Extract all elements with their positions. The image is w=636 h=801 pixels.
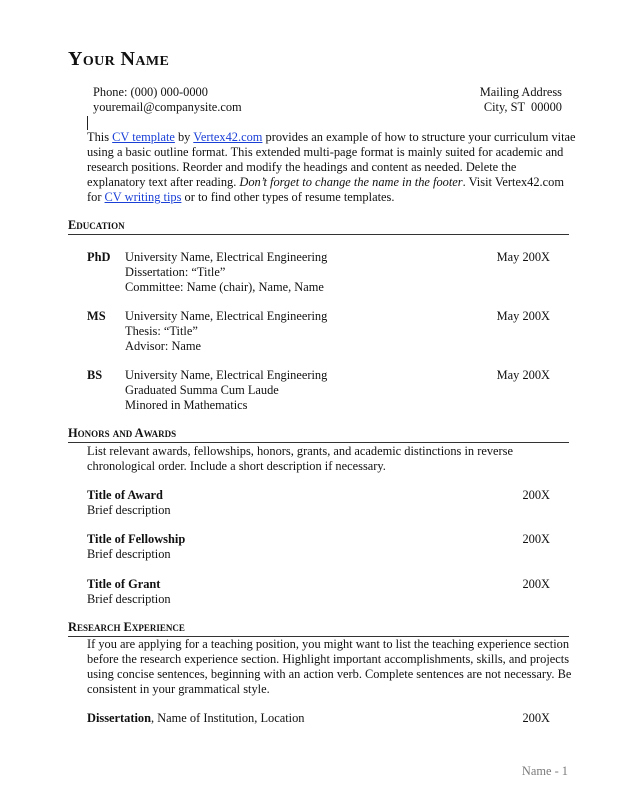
honor-description: Brief description [87,547,171,561]
research-dissertation-entry [87,711,550,726]
degree-details [125,309,327,354]
intro-text-1: This [87,130,113,144]
cv-name: Your Name [68,48,170,70]
degree-date: May 200X [496,250,550,264]
intro-text-2: by [174,130,194,144]
honor-title: Title of Fellowship [87,532,186,546]
honors-description: List relevant awards, fellowships, honors, grants, and academic distinctions in reverse chronological order. Include a short description if necessary. [87,444,513,473]
degree-line: Thesis: “Title” [125,324,198,338]
intro-paragraph [87,130,577,205]
dissertation-label: Dissertation [87,711,152,725]
degree-date: May 200X [496,309,550,323]
honor-date: 200X [522,488,550,502]
intro-text-5: or to find other types of resume templates. [181,190,395,204]
research-description: If you are applying for a teaching position, you might want to list the teaching experience section before the research experience section. Highlight important accomplishments, skills, and projects using concise sentences, beginning with an action verb. Complete sentences are not necessary. Be consistent in your grammatical style. [87,637,572,696]
intro-text-4: . Visit Vertex42.com for [87,175,564,204]
phone: Phone: (000) 000-0000 [93,85,208,99]
mailing-address: Mailing Address [479,85,562,99]
intro-text-3: provides an example of how to structure your curriculum vitae using a basic outline format. This extended multi-page format is mainly suited for academic and research positions. Reorder and modify the headings and content as needed. Delete the explanatory text after reading. [87,130,576,189]
degree-line: Committee: Name (chair), Name, Name [125,280,324,294]
honor-date: 200X [522,577,550,591]
degree-details [125,250,327,295]
contact-left [93,85,242,115]
honor-item-fellowship [87,532,550,562]
honors-heading: Honors and Awards [68,426,569,443]
intro-italic-note: Don’t forget to change the name in the footer [239,175,463,189]
degree-line: Advisor: Name [125,339,202,353]
email: youremail@companysite.com [93,100,242,114]
honor-item-award [87,488,550,518]
degree-line: Graduated Summa Cum Laude [125,383,279,397]
honor-title: Title of Grant [87,577,161,591]
honor-item-grant [87,577,550,607]
degree-abbr: BS [87,368,103,382]
dissertation-line [87,711,550,726]
city-state-zip: City, ST 00000 [483,100,562,114]
cv-writing-tips-link[interactable]: CV writing tips [104,190,182,204]
degree-details [125,368,327,413]
honor-date: 200X [522,532,550,546]
page-footer: Name - 1 [521,764,568,778]
contact-right [480,85,562,115]
research-heading: Research Experience [68,620,569,637]
degree-abbr: MS [87,309,106,323]
dissertation-details: , Name of Institution, Location [151,711,305,725]
degree-abbr: PhD [87,250,111,264]
honor-title: Title of Award [87,488,163,502]
honor-description: Brief description [87,503,171,517]
research-date: 200X [522,711,550,725]
cv-template-link[interactable]: CV template [112,130,175,144]
degree-date: May 200X [496,368,550,382]
degree-line: Minored in Mathematics [125,398,248,412]
text-cursor [87,116,88,130]
education-heading: Education [68,218,569,235]
degree-line: University Name, Electrical Engineering [125,368,328,382]
degree-line: University Name, Electrical Engineering [125,250,328,264]
degree-line: University Name, Electrical Engineering [125,309,328,323]
degree-line: Dissertation: “Title” [125,265,226,279]
honor-description: Brief description [87,592,171,606]
vertex42-link[interactable]: Vertex42.com [193,130,263,144]
